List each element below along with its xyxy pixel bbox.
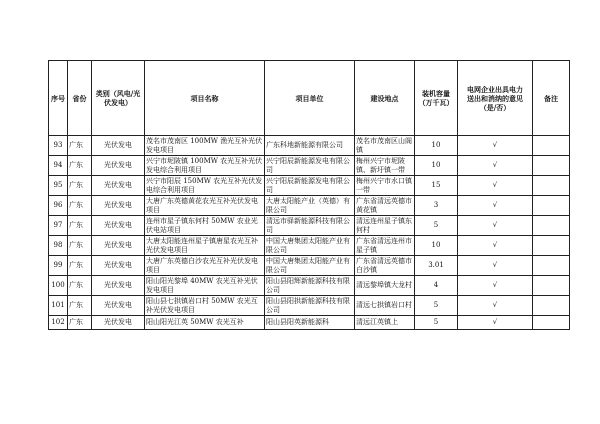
cell-remark <box>533 296 570 316</box>
cell-capacity: 5 <box>415 316 458 330</box>
cell-location: 茂名市茂南区山阁镇 <box>355 136 415 156</box>
header-location: 建设地点 <box>355 61 415 136</box>
header-remark: 备注 <box>533 61 570 136</box>
header-grid-opinion-line2: 送出和消纳的意见 <box>467 93 523 103</box>
cell-grid-opinion: √ <box>458 296 533 316</box>
cell-project-unit: 兴宁阳辰新能源发电有限公司 <box>265 156 355 176</box>
header-project-unit: 项目单位 <box>265 61 355 136</box>
cell-capacity: 5 <box>415 216 458 236</box>
cell-capacity: 15 <box>415 176 458 196</box>
cell-province: 广东 <box>68 296 92 316</box>
cell-grid-opinion: √ <box>458 236 533 256</box>
cell-remark <box>533 276 570 296</box>
table-row <box>49 256 570 276</box>
cell-location: 清远七拱镇岩口村 <box>355 296 415 316</box>
cell-category: 光伏发电 <box>92 136 145 156</box>
cell-province: 广东 <box>68 236 92 256</box>
cell-category: 光伏发电 <box>92 216 145 236</box>
cell-grid-opinion: √ <box>458 156 533 176</box>
cell-seq: 99 <box>49 256 68 276</box>
table-row <box>49 316 570 330</box>
cell-location: 广东省清远连州市星子镇 <box>355 236 415 256</box>
table-row <box>49 156 570 176</box>
cell-project-name: 大唐广东英德黄花农光互补光伏发电项目 <box>145 196 265 216</box>
header-grid-opinion-line3: （是/否） <box>479 102 511 112</box>
cell-project-unit: 兴宁阳辰新能源发电有限公司 <box>265 176 355 196</box>
cell-project-name: 茂名市茂南区 100MW 渔光互补光伏发电项目 <box>145 136 265 156</box>
cell-location: 清远黎埠镇大龙村 <box>355 276 415 296</box>
cell-project-name: 连州市星子镇东何村 50MW 农业光伏电站项目 <box>145 216 265 236</box>
cell-seq: 102 <box>49 316 68 330</box>
table-row <box>49 136 570 156</box>
cell-capacity: 3.01 <box>415 256 458 276</box>
cell-location: 清远江英镇上 <box>355 316 415 330</box>
cell-remark <box>533 316 570 330</box>
cell-project-unit: 清远市驿新能源科技有限公司 <box>265 216 355 236</box>
cell-province: 广东 <box>68 136 92 156</box>
cell-project-name: 兴宁市坭陂镇 100MW 农光互补光伏发电综合利用项目 <box>145 156 265 176</box>
cell-category: 光伏发电 <box>92 196 145 216</box>
cell-grid-opinion: √ <box>458 216 533 236</box>
cell-grid-opinion: √ <box>458 196 533 216</box>
cell-project-unit: 阳山县阳拱新能源科技有限公司 <box>265 296 355 316</box>
cell-project-unit: 阳山县阳英新能源科 <box>265 316 355 330</box>
cell-capacity: 10 <box>415 156 458 176</box>
cell-project-name: 阳山阳光江英 50MW 农光互补 <box>145 316 265 330</box>
cell-project-unit: 大唐太阳能产业（英德）有限公司 <box>265 196 355 216</box>
cell-province: 广东 <box>68 216 92 236</box>
cell-remark <box>533 256 570 276</box>
cell-grid-opinion: √ <box>458 256 533 276</box>
cell-location: 梅州兴宁市坭陂镇、新圩镇一带 <box>355 156 415 176</box>
cell-category: 光伏发电 <box>92 156 145 176</box>
cell-capacity: 10 <box>415 136 458 156</box>
cell-capacity: 3 <box>415 196 458 216</box>
project-table <box>48 60 570 330</box>
cell-province: 广东 <box>68 256 92 276</box>
cell-remark <box>533 236 570 256</box>
header-province: 省份 <box>68 61 92 136</box>
cell-province: 广东 <box>68 176 92 196</box>
cell-seq: 93 <box>49 136 68 156</box>
cell-category: 光伏发电 <box>92 176 145 196</box>
cell-project-name: 大唐广东英德白沙农光互补光伏发电项目 <box>145 256 265 276</box>
cell-remark <box>533 196 570 216</box>
cell-project-unit: 阳山县阳辉新能源科技有限公司 <box>265 276 355 296</box>
cell-capacity: 10 <box>415 236 458 256</box>
cell-remark <box>533 216 570 236</box>
table-row <box>49 296 570 316</box>
table-row <box>49 236 570 256</box>
cell-capacity: 5 <box>415 296 458 316</box>
cell-seq: 101 <box>49 296 68 316</box>
cell-seq: 100 <box>49 276 68 296</box>
cell-project-name: 阳山县七拱镇岩口村 50MW 农光互补光伏发电项目 <box>145 296 265 316</box>
table-row <box>49 176 570 196</box>
cell-project-unit: 广东科地新能源有限公司 <box>265 136 355 156</box>
cell-province: 广东 <box>68 156 92 176</box>
cell-seq: 95 <box>49 176 68 196</box>
cell-project-unit: 中国大唐集团太阳能产业有限公司 <box>265 236 355 256</box>
cell-capacity: 4 <box>415 276 458 296</box>
cell-remark <box>533 156 570 176</box>
cell-project-name: 兴宁市阳辰 150MW 农光互补光伏发电综合利用项目 <box>145 176 265 196</box>
cell-category: 光伏发电 <box>92 296 145 316</box>
table-row <box>49 276 570 296</box>
cell-project-unit: 中国大唐集团太阳能产业有限公司 <box>265 256 355 276</box>
header-project-name: 项目名称 <box>145 61 265 136</box>
cell-category: 光伏发电 <box>92 316 145 330</box>
cell-remark <box>533 176 570 196</box>
cell-location: 广东省清远英德市黄花镇 <box>355 196 415 216</box>
cell-grid-opinion: √ <box>458 176 533 196</box>
cell-province: 广东 <box>68 316 92 330</box>
cell-project-name: 阳山阳光黎埠 40MW 农光互补光伏发电项目 <box>145 276 265 296</box>
table-row <box>49 196 570 216</box>
cell-location: 梅州兴宁市水口镇一带 <box>355 176 415 196</box>
cell-seq: 97 <box>49 216 68 236</box>
cell-category: 光伏发电 <box>92 236 145 256</box>
header-seq: 序号 <box>49 61 68 136</box>
cell-grid-opinion: √ <box>458 316 533 330</box>
cell-seq: 96 <box>49 196 68 216</box>
cell-seq: 98 <box>49 236 68 256</box>
table-header-row <box>49 61 570 136</box>
cell-grid-opinion: √ <box>458 276 533 296</box>
cell-remark <box>533 136 570 156</box>
cell-location: 广东省清远英德市白沙镇 <box>355 256 415 276</box>
header-capacity-line2: （万千瓦） <box>418 98 454 107</box>
cell-location: 清远连州星子镇东何村 <box>355 216 415 236</box>
cell-grid-opinion: √ <box>458 136 533 156</box>
table-row <box>49 216 570 236</box>
cell-category: 光伏发电 <box>92 256 145 276</box>
header-capacity <box>415 61 458 136</box>
cell-province: 广东 <box>68 276 92 296</box>
cell-category: 光伏发电 <box>92 276 145 296</box>
header-category: 类别（风电/光伏发电） <box>92 61 145 136</box>
cell-project-name: 大唐太阳能连州星子镇唐星农光互补光伏发电项目 <box>145 236 265 256</box>
header-grid-opinion <box>458 61 533 136</box>
cell-province: 广东 <box>68 196 92 216</box>
cell-seq: 94 <box>49 156 68 176</box>
header-capacity-line1: 装机容量 <box>422 89 450 98</box>
header-grid-opinion-line1: 电网企业出具电力 <box>467 84 523 94</box>
